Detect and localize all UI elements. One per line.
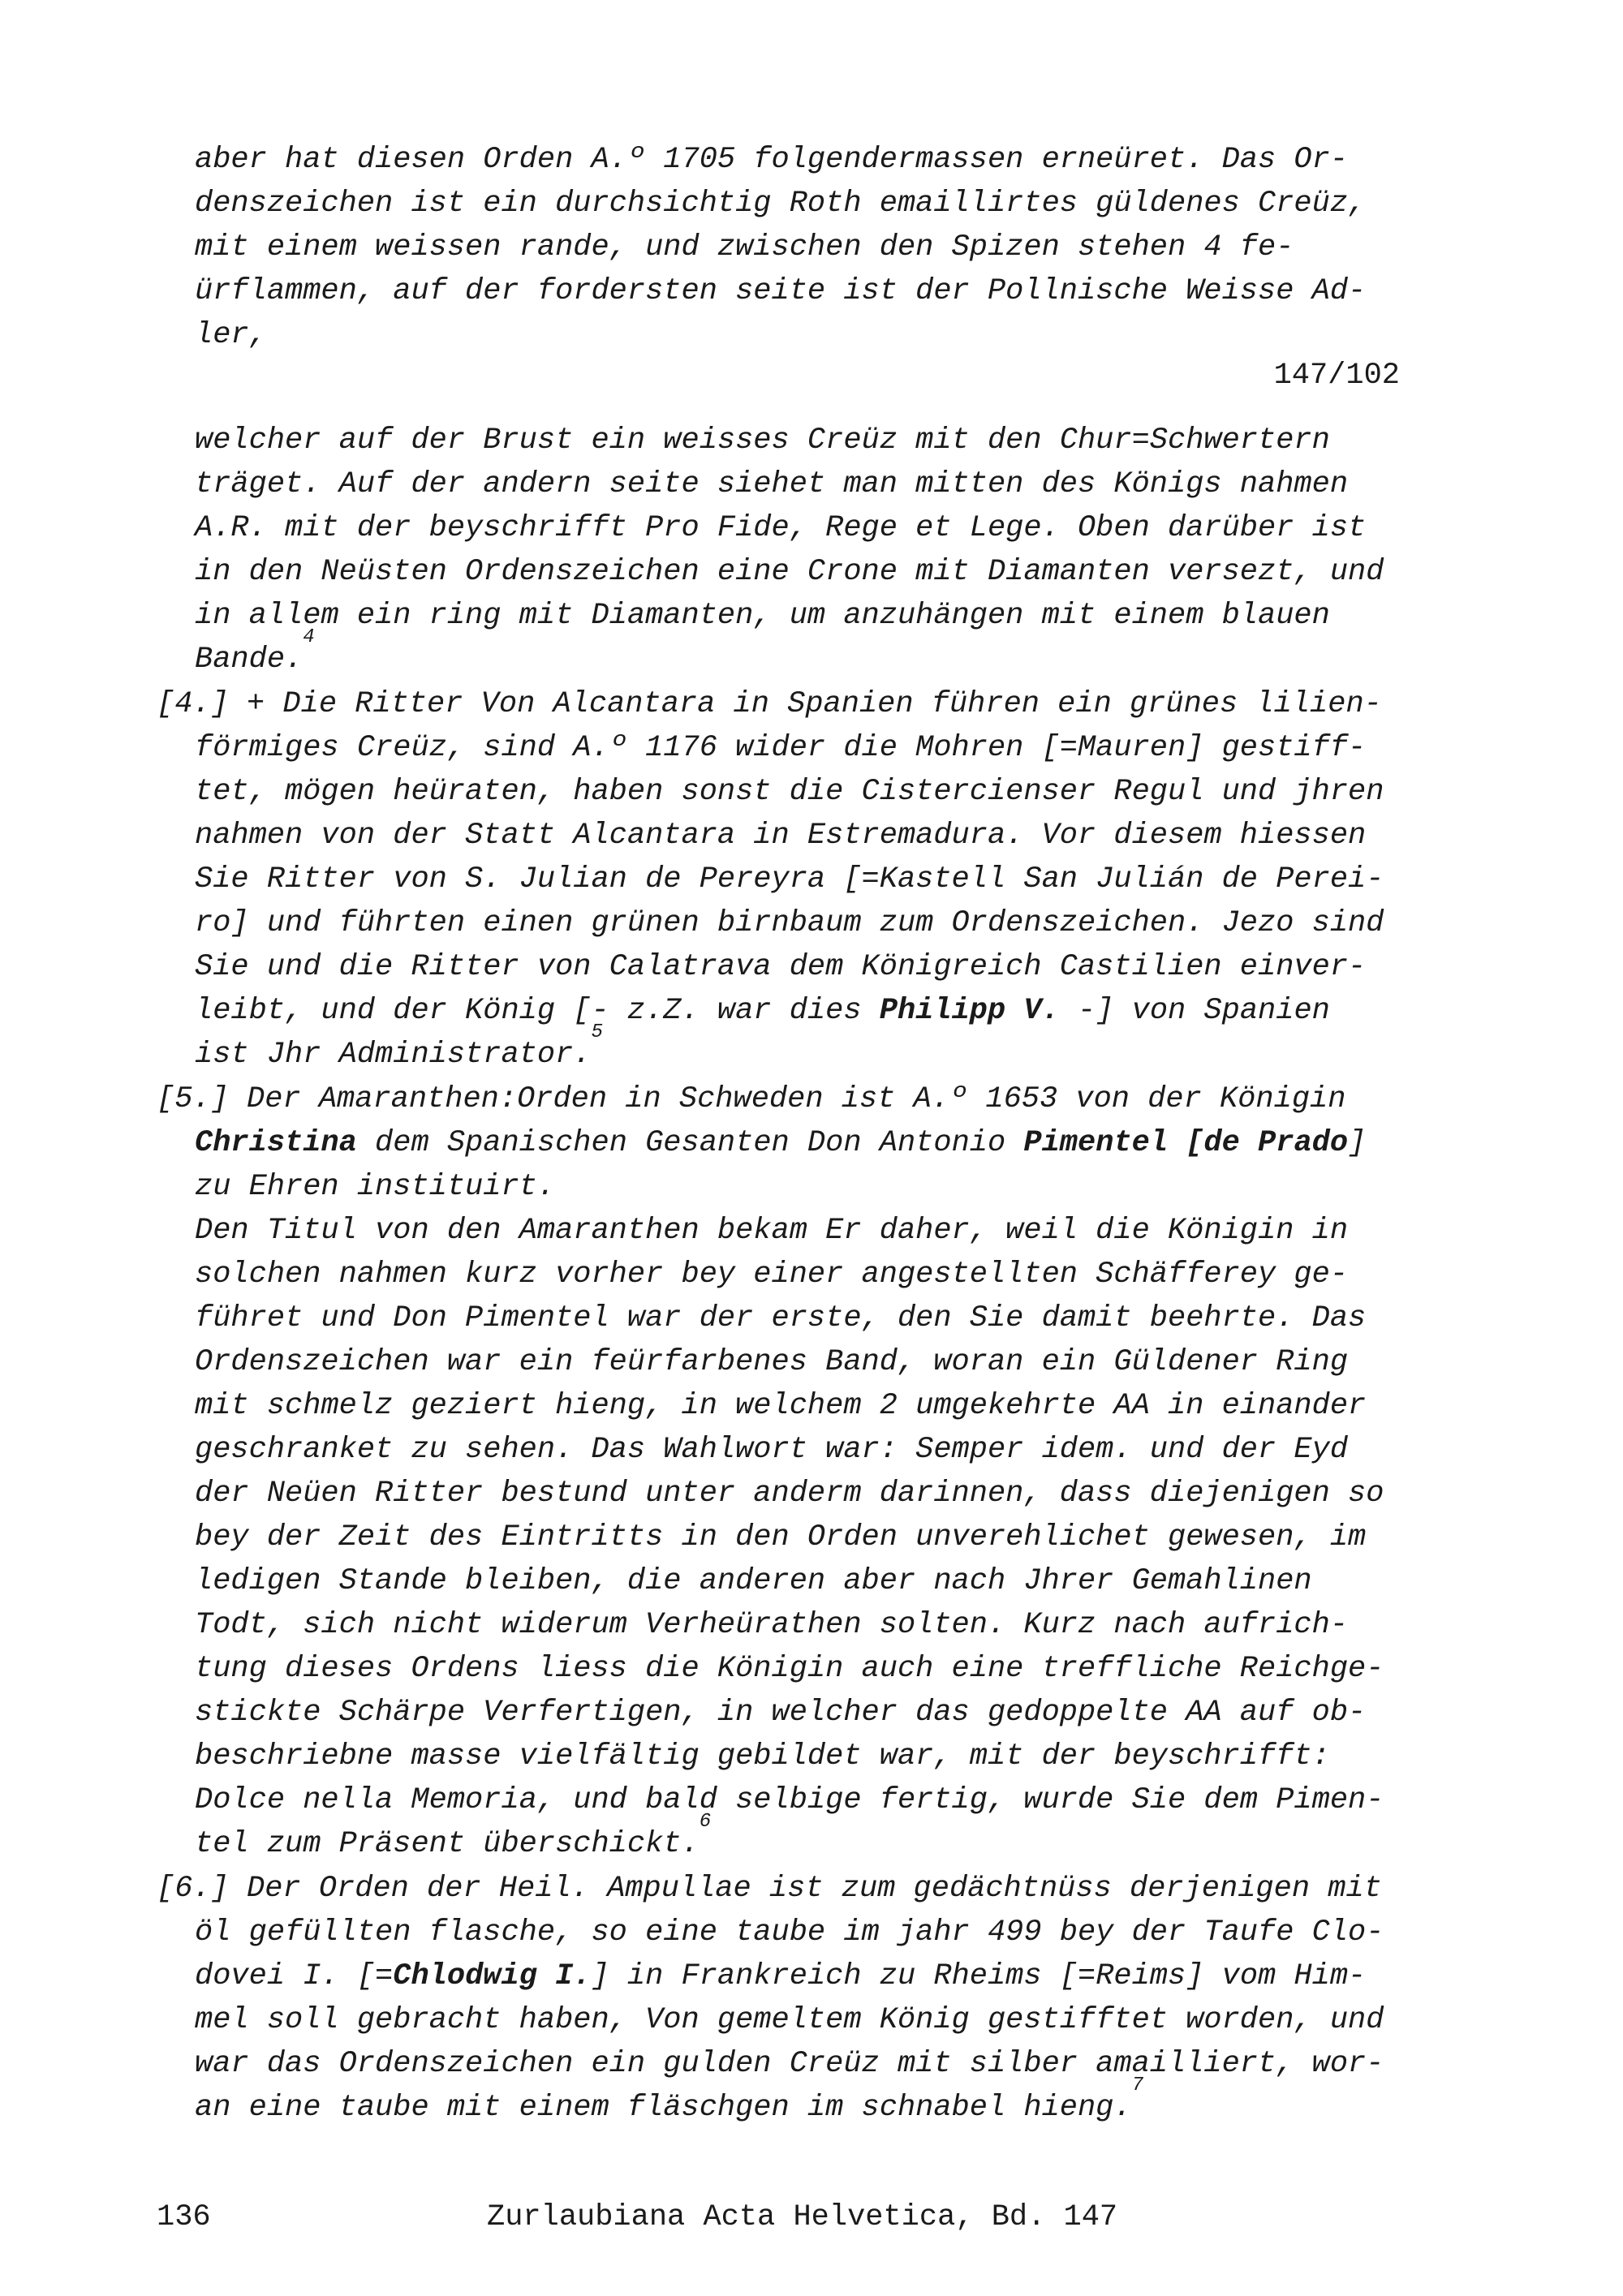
text-line: mit schmelz geziert hieng, in welchem 2 umgekehrte AA in einander bbox=[195, 1389, 1367, 1423]
text-line: beschriebne masse vielfältig gebildet war, mit der beyschrifft: bbox=[195, 1739, 1330, 1774]
bold-name: Christina bbox=[195, 1126, 357, 1160]
text-line: A.R. mit der beyschrifft Pro Fide, Rege et Lege. Oben darüber ist bbox=[195, 511, 1367, 545]
text-line: träget. Auf der andern seite siehet man mitten des Königs nahmen bbox=[195, 467, 1349, 501]
text-line: war das Ordenszeichen ein gulden Creüz mit silber amailliert, wor- bbox=[195, 2047, 1384, 2081]
line-text: an eine taube mit einem fläschgen im schnabel hieng. bbox=[195, 2091, 1132, 2125]
text-line: mel soll gebracht haben, Von gemeltem König gestifftet worden, und bbox=[195, 2003, 1384, 2037]
text-line: Todt, sich nicht widerum Verheürathen solten. Kurz nach aufrich- bbox=[195, 1608, 1349, 1642]
bold-name: Chlodwig I. bbox=[393, 1959, 592, 1993]
text-line: bey der Zeit des Eintritts in den Orden unverehlichet gewesen, im bbox=[195, 1520, 1367, 1554]
text-line: Sie und die Ritter von Calatrava dem Königreich Castilien einver- bbox=[195, 950, 1367, 984]
text-line bbox=[195, 992, 1330, 1030]
text-line: aber hat diesen Orden A.º 1705 folgendermassen erneüret. Das Or- bbox=[195, 143, 1349, 177]
text-line: stickte Schärpe Verfertigen, in welcher das gedoppelte AA auf ob- bbox=[195, 1696, 1367, 1730]
text-line: denszeichen ist ein durchsichtig Roth emaillirtes güldenes Creüz, bbox=[195, 187, 1367, 221]
page-number: 136 bbox=[157, 2200, 211, 2234]
text-line: ürflammen, auf der fordersten seite ist der Pollnische Weisse Ad- bbox=[195, 274, 1367, 308]
text-line: solchen nahmen kurz vorher bey einer angestellten Schäfferey ge- bbox=[195, 1258, 1349, 1292]
text-line: förmiges Creüz, sind A.º 1176 wider die Mohren [=Mauren] gestiff- bbox=[195, 731, 1367, 765]
line-text: tel zum Präsent überschickt. bbox=[195, 1827, 700, 1861]
text-line: tet, mögen heüraten, haben sonst die Cistercienser Regul und jhren bbox=[195, 775, 1384, 809]
footnote-marker[interactable]: 4 bbox=[303, 626, 315, 648]
entry-heading-line: [4.] + Die Ritter Von Alcantara in Spanien führen ein grünes lilien- bbox=[157, 687, 1382, 721]
text-line: öl gefüllten flasche, so eine taube im jahr 499 bey der Taufe Clo- bbox=[195, 1915, 1384, 1950]
footnote-marker[interactable]: 6 bbox=[699, 1811, 712, 1833]
text-line: ledigen Stande bleiben, die anderen aber nach Jhrer Gemahlinen bbox=[195, 1564, 1312, 1598]
line-text: Bande. bbox=[195, 643, 304, 677]
text-line: ro] und führten einen grünen birnbaum zum Ordenszeichen. Jezo sind bbox=[195, 906, 1384, 940]
line-text: ] in Frankreich zu Rheims [=Reims] vom Him- bbox=[591, 1959, 1367, 1993]
text-line: Dolce nella Memoria, und bald selbige fertig, wurde Sie dem Pimen- bbox=[195, 1783, 1384, 1817]
footnote-marker[interactable]: 5 bbox=[591, 1021, 603, 1043]
running-footer-title: Zurlaubiana Acta Helvetica, Bd. 147 bbox=[487, 2200, 1118, 2234]
text-line bbox=[195, 1811, 712, 1863]
line-text: ] bbox=[1348, 1126, 1367, 1160]
text-line bbox=[195, 2075, 1143, 2126]
text-line bbox=[195, 1124, 1366, 1162]
text-line: nahmen von der Statt Alcantara in Estremadura. Vor diesem hiessen bbox=[195, 819, 1367, 853]
text-line bbox=[195, 626, 315, 678]
line-text: ist Jhr Administrator. bbox=[195, 1038, 592, 1072]
text-line: in den Neüsten Ordenszeichen eine Crone mit Diamanten versezt, und bbox=[195, 555, 1384, 589]
entry-heading-line: [5.] Der Amaranthen:Orden in Schweden ist A.º 1653 von der Königin bbox=[157, 1082, 1346, 1116]
bold-name: Pimentel [de Prado bbox=[1023, 1126, 1349, 1160]
footnote-marker[interactable]: 7 bbox=[1131, 2075, 1143, 2096]
text-line: welcher auf der Brust ein weisses Creüz mit den Chur=Schwertern bbox=[195, 424, 1330, 458]
text-line bbox=[195, 1958, 1366, 1995]
text-line: Sie Ritter von S. Julian de Pereyra [=Kastell San Julián de Perei- bbox=[195, 862, 1384, 896]
text-line: führet und Don Pimentel war der erste, den Sie damit beehrte. Das bbox=[195, 1301, 1367, 1335]
text-line: tung dieses Ordens liess die Königin auch eine treffliche Reichge- bbox=[195, 1652, 1384, 1686]
text-line bbox=[195, 1021, 603, 1073]
line-text: dovei I. [= bbox=[195, 1959, 394, 1993]
text-line: in allem ein ring mit Diamanten, um anzuhängen mit einem blauen bbox=[195, 599, 1330, 633]
reference-number: 147/102 bbox=[1273, 359, 1400, 393]
text-line: Ordenszeichen war ein feürfarbenes Band, woran ein Güldener Ring bbox=[195, 1345, 1349, 1379]
text-line: zu Ehren instituirt. bbox=[195, 1170, 556, 1204]
line-text: dem Spanischen Gesanten Don Antonio bbox=[356, 1126, 1024, 1160]
bold-name: Philipp V. bbox=[879, 994, 1060, 1028]
text-line: der Neüen Ritter bestund unter anderm darinnen, dass diejenigen so bbox=[195, 1477, 1384, 1511]
text-line: geschranket zu sehen. Das Wahlwort war: Semper idem. und der Eyd bbox=[195, 1433, 1349, 1467]
text-line: ler, bbox=[195, 318, 267, 352]
text-line: Den Titul von den Amaranthen bekam Er daher, weil die Königin in bbox=[195, 1214, 1349, 1248]
text-line: mit einem weissen rande, und zwischen den Spizen stehen 4 fe- bbox=[195, 230, 1294, 264]
entry-heading-line: [6.] Der Orden der Heil. Ampullae ist zum gedächtnüss derjenigen mit bbox=[157, 1872, 1382, 1906]
line-text: -] von Spanien bbox=[1059, 994, 1330, 1028]
line-text: leibt, und der König [- z.Z. war dies bbox=[195, 994, 880, 1028]
